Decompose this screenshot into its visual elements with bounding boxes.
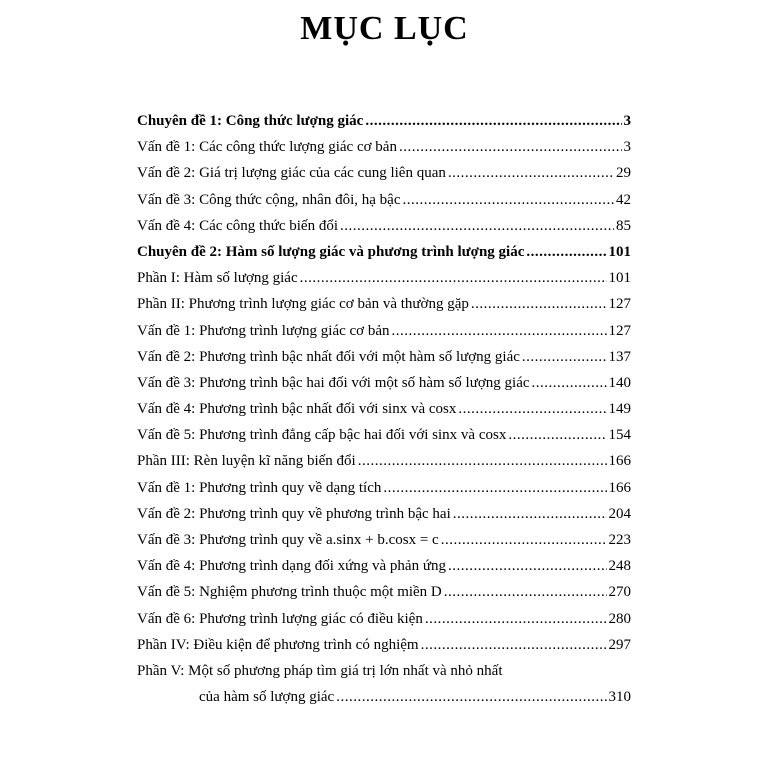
toc-entry — [137, 401, 631, 427]
toc-leader-dots — [300, 270, 607, 287]
toc-leader-dots — [448, 558, 607, 575]
toc-entry-label: Phần I: Hàm số lượng giác — [137, 270, 298, 287]
toc-entry-label: Phần V: Một số phương pháp tìm giá trị lớn nhất và nhỏ nhất — [137, 662, 503, 679]
toc-entry — [137, 558, 631, 584]
toc-page-number: 140 — [608, 374, 631, 391]
toc-entry-label: Vấn đề 3: Phương trình bậc hai đối với một số hàm số lượng giác — [137, 374, 530, 391]
toc-page-number: 297 — [608, 636, 631, 653]
toc-page-number: 101 — [608, 270, 631, 287]
toc-leader-dots — [383, 480, 606, 497]
toc-entry-label: Chuyên đề 2: Hàm số lượng giác và phương trình lượng giác — [137, 243, 525, 260]
toc-page-number: 127 — [608, 296, 631, 313]
toc-page-number: 248 — [608, 558, 631, 575]
toc-page-number: 85 — [616, 217, 631, 234]
toc-entry — [137, 663, 631, 689]
toc-entry — [137, 349, 631, 375]
toc-leader-dots — [421, 637, 607, 654]
toc-entry-label: Vấn đề 1: Các công thức lượng giác cơ bản — [137, 139, 397, 156]
toc-entry — [137, 165, 631, 191]
toc-entry — [137, 139, 631, 165]
toc-entry — [137, 296, 631, 322]
toc-entry-label: Vấn đề 5: Phương trình đẳng cấp bậc hai đối với sinx và cosx — [137, 427, 507, 444]
toc-entry-label: Vấn đề 1: Phương trình quy về dạng tích — [137, 479, 382, 496]
toc-leader-dots — [336, 689, 606, 706]
toc-entry — [137, 270, 631, 296]
toc-entry-label: Vấn đề 2: Phương trình quy về phương trình bậc hai — [137, 505, 451, 522]
page-title: MỤC LỤC — [300, 10, 469, 47]
toc-page-number: 166 — [608, 453, 631, 470]
toc-entry — [137, 611, 631, 637]
table-of-contents — [137, 113, 631, 715]
toc-leader-dots — [399, 139, 622, 156]
toc-leader-dots — [448, 165, 614, 182]
toc-leader-dots — [444, 584, 607, 601]
toc-entry-label: Phần II: Phương trình lượng giác cơ bản và thường gặp — [137, 296, 469, 313]
toc-leader-dots — [453, 506, 607, 523]
toc-entry-label: Vấn đề 3: Phương trình quy về a.sinx + b.cosx = c — [137, 532, 439, 548]
toc-entry-label: Vấn đề 4: Các công thức biến đổi — [137, 217, 338, 234]
toc-page-number: 29 — [616, 165, 631, 182]
toc-page-number: 204 — [608, 505, 631, 522]
toc-leader-dots — [526, 244, 606, 261]
toc-page-number: 42 — [616, 191, 631, 208]
toc-leader-dots — [532, 375, 607, 392]
toc-page-number: 3 — [623, 113, 631, 129]
toc-entry-label: Vấn đề 1: Phương trình lượng giác cơ bản — [137, 322, 390, 339]
toc-entry — [137, 532, 631, 558]
toc-entry — [137, 506, 631, 532]
toc-page-number: 137 — [608, 348, 631, 365]
toc-entry — [137, 323, 631, 349]
toc-chapter-entry — [137, 244, 631, 270]
toc-entry — [137, 584, 631, 610]
toc-page-number: 166 — [608, 479, 631, 496]
toc-entry — [137, 689, 631, 715]
toc-leader-dots — [358, 453, 607, 470]
toc-chapter-entry — [137, 113, 631, 139]
toc-leader-dots — [471, 296, 607, 313]
toc-page-number: 101 — [608, 243, 631, 260]
toc-leader-dots — [402, 192, 614, 209]
toc-leader-dots — [365, 113, 621, 130]
toc-entry-label: Vấn đề 4: Phương trình dạng đối xứng và phản ứng — [137, 558, 446, 575]
toc-entry — [137, 218, 631, 244]
toc-page-number: 310 — [608, 689, 631, 706]
toc-page-number: 149 — [608, 401, 631, 418]
toc-entry-label: của hàm số lượng giác — [199, 689, 335, 706]
toc-entry — [137, 427, 631, 453]
toc-entry-label: Vấn đề 5: Nghiệm phương trình thuộc một miền D — [137, 584, 442, 601]
toc-leader-dots — [425, 611, 607, 628]
toc-entry-label: Phần IV: Điều kiện để phương trình có nghiệm — [137, 636, 419, 653]
toc-entry-label: Vấn đề 3: Công thức cộng, nhân đôi, hạ bậc — [137, 191, 401, 208]
toc-leader-dots — [441, 532, 607, 549]
toc-leader-dots — [522, 349, 607, 366]
toc-page-number: 280 — [608, 610, 631, 627]
toc-entry — [137, 375, 631, 401]
toc-entry-label: Vấn đề 4: Phương trình bậc nhất đối với sinx và cosx — [137, 401, 457, 418]
toc-page-number: 223 — [608, 532, 631, 548]
toc-leader-dots — [508, 427, 606, 444]
toc-entry-label: Vấn đề 2: Phương trình bậc nhất đối với một hàm số lượng giác — [137, 348, 520, 365]
toc-page-number: 154 — [608, 427, 631, 444]
toc-leader-dots — [392, 323, 607, 340]
toc-page-number: 3 — [623, 139, 631, 156]
toc-leader-dots — [340, 218, 614, 235]
toc-entry — [137, 637, 631, 663]
toc-entry — [137, 480, 631, 506]
toc-entry-label: Chuyên đề 1: Công thức lượng giác — [137, 113, 364, 129]
toc-entry-label: Vấn đề 6: Phương trình lượng giác có điều kiện — [137, 610, 423, 627]
toc-entry-label: Phần III: Rèn luyện kĩ năng biến đổi — [137, 453, 356, 470]
toc-page-number: 270 — [608, 584, 631, 601]
toc-entry — [137, 192, 631, 218]
toc-entry — [137, 453, 631, 479]
toc-page-number: 127 — [608, 322, 631, 339]
toc-leader-dots — [458, 401, 606, 418]
toc-entry-label: Vấn đề 2: Giá trị lượng giác của các cung liên quan — [137, 165, 446, 182]
